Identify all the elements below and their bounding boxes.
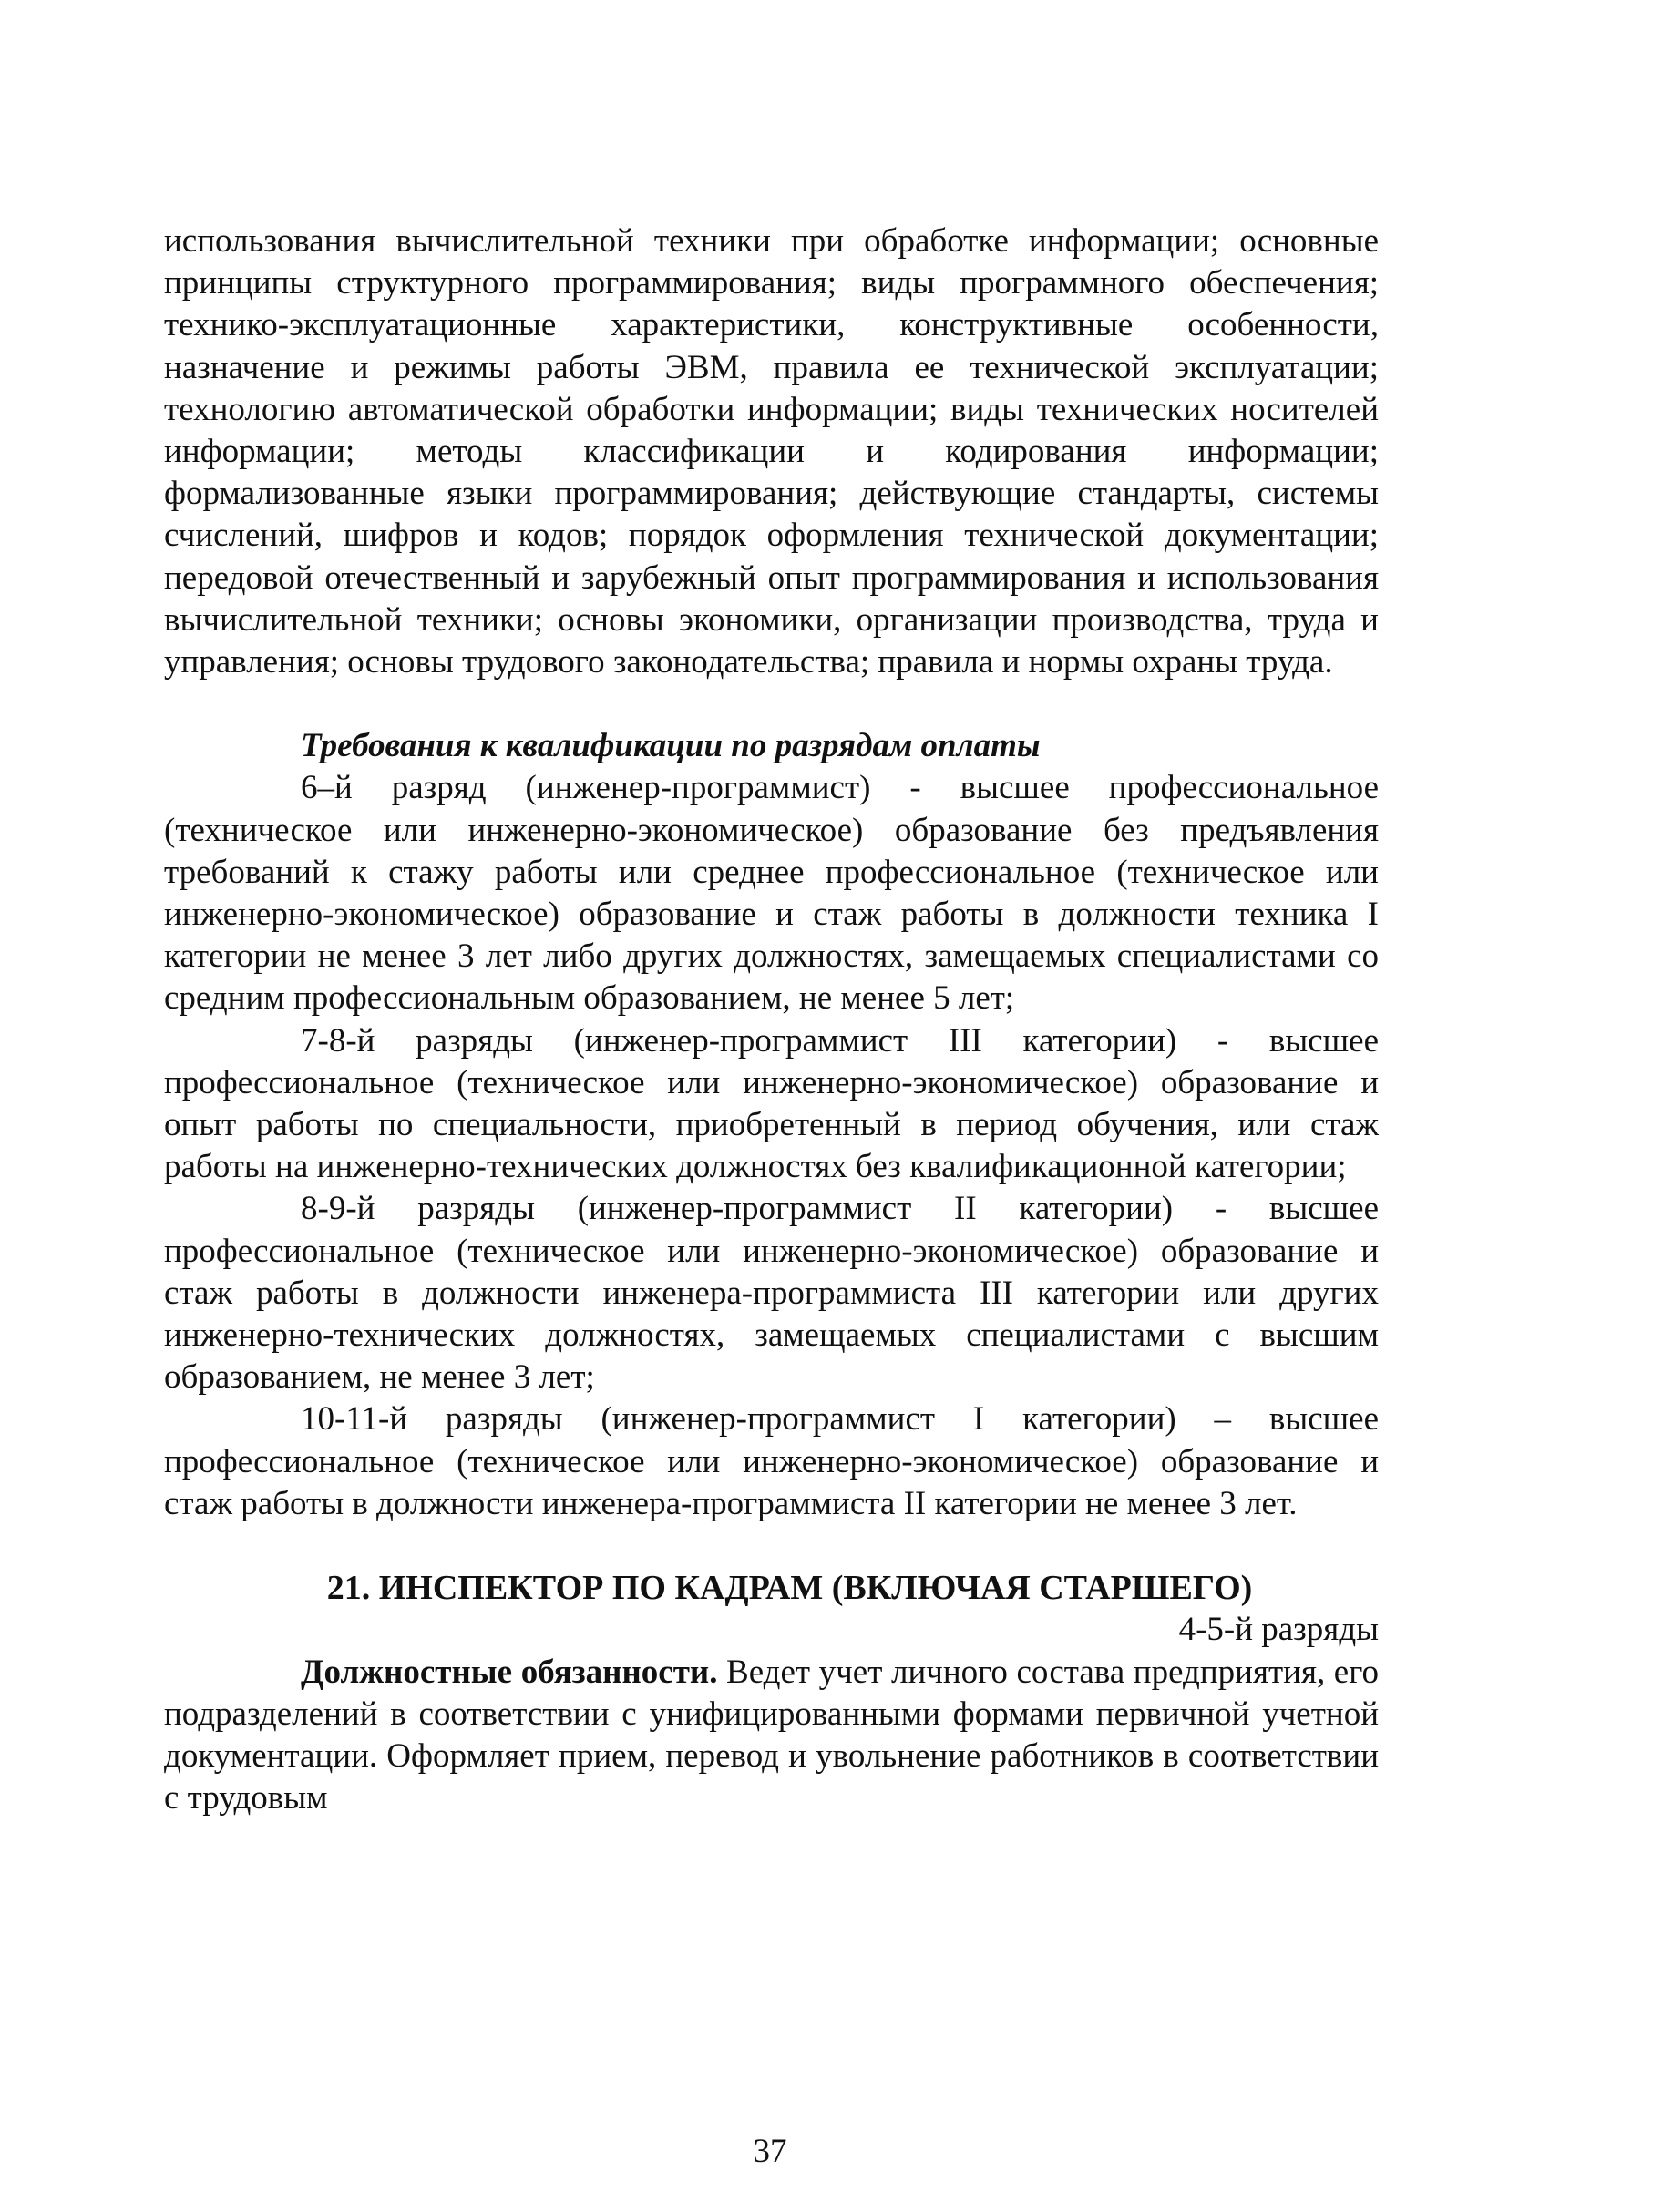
- requirements-heading: Требования к квалификации по разрядам оплаты: [301, 727, 1041, 765]
- requirement-item-10-11: 10-11-й разряды (инженер-программист I категории) – высшее профессиональное (техническое или инженерно-экономическое) образование и стаж работы в должности инженера-программиста II категории не менее 3 лет.: [164, 1400, 1379, 1522]
- intro-paragraph: использования вычислительной техники при обработке информации; основные принципы структурного программирования; виды программного обеспечения; технико-эксплуатационные характеристики, конструктивные особенности, назначение и режимы работы ЭВМ, правила ее технической эксплуатации; технологию автоматической обработки информации; виды технических носителей информации; методы классификации и кодирования информации; формализованные языки программирования; действующие стандарты, системы счислений, шифров и кодов; порядок оформления технической документации; передовой отечественный и зарубежный опыт программирования и использования вычислительной техники; основы экономики, организации производства, труда и управления; основы трудового законодательства; правила и нормы охраны труда.: [164, 222, 1379, 681]
- document-page: [164, 220, 1379, 1819]
- section-title: 21. ИНСПЕКТОР ПО КАДРАМ (ВКЛЮЧАЯ СТАРШЕГО): [326, 1569, 1253, 1608]
- duties-paragraph: [164, 1652, 1379, 1820]
- section-grades: 4-5-й разряды: [1178, 1611, 1379, 1649]
- duties-text: Ведет учет личного состава предприятия, его подразделений в соответствии с унифицированными формами первичной учетной документации. Оформляет прием, перевод и увольнение работников в соответствии с трудовым: [164, 1653, 1379, 1818]
- requirement-item-8-9: 8-9-й разряды (инженер-программист II категории) - высшее профессиональное (техническое или инженерно-экономическое) образование и стаж работы в должности инженера-программиста III категории или других инженерно-технических должностях, замещаемых специалистами с высшим образованием, не менее 3 лет;: [164, 1190, 1379, 1397]
- page-number: 37: [753, 2133, 787, 2170]
- requirement-item-7-8: 7-8-й разряды (инженер-программист III категории) - высшее профессиональное (техническое или инженерно-экономическое) образование и опыт работы по специальности, приобретенный в период обучения, или стаж работы на инженерно-технических должностях без квалификационной категории;: [164, 1021, 1379, 1186]
- duties-label: Должностные обязанности.: [301, 1653, 718, 1691]
- requirement-item-6: 6–й разряд (инженер-программист) - высшее профессиональное (техническое или инженерно-экономическое) образование без предъявления требований к стажу работы или среднее профессиональное (техническое или инженерно-экономическое) образование и стаж работы в должности техника I категории не менее 3 лет либо других должностях, замещаемых специалистами со средним профессиональным образованием, не менее 5 лет;: [164, 769, 1379, 1018]
